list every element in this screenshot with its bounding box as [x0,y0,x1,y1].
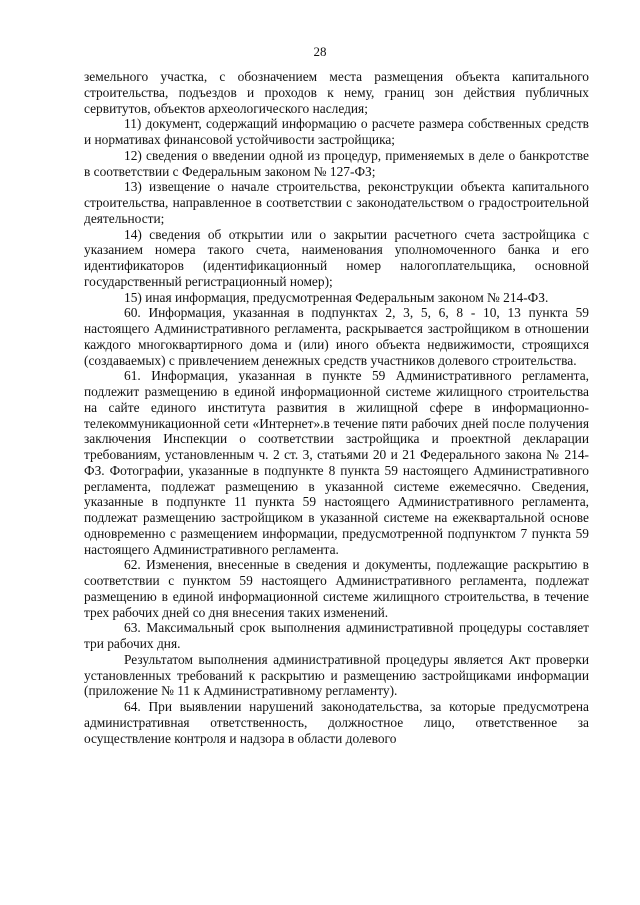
paragraph-section-60: 60. Информация, указанная в подпунктах 2, 3, 5, 6, 8 - 10, 13 пункта 59 настоящего Административного регламента, раскрывается застройщиком в отношении каждого многоквартирного дома и (или) иного объекта недвижимости, строящихся (создаваемых) с привлечением денежных средств участников долевого строительства. [84,305,589,368]
paragraph-item-14: 14) сведения об открытии или о закрытии расчетного счета застройщика с указанием номера такого счета, наименования уполномоченного банка и его идентификаторов (идентификационный номер налогоплательщика, основной государственный регистрационный номер); [84,226,589,289]
paragraph-section-61: 61. Информация, указанная в пункте 59 Административного регламента, подлежит размещению в единой информационной системе жилищного строительства на сайте единого института развития в жилищной сфере в информационно-телекоммуникационной сети «Интернет».в течение пяти рабочих дней после получения заключения Инспекции о соответствии застройщика и проектной декларации требованиям, установленным ч. 2 ст. 3, статьями 20 и 21 Федерального закона № 214-ФЗ. Фотографии, указанные в подпункте 8 пункта 59 настоящего Административного регламента, подлежат размещению в указанной системе ежемесячно. Сведения, указанные в подпункте 11 пункта 59 настоящего Административного регламента, подлежат размещению застройщиком в указанной системе на ежеквартальной основе одновременно с размещением информации, предусмотренной подпунктом 7 пункта 59 настоящего Административного регламента. [84,368,589,557]
paragraph-item-12: 12) сведения о введении одной из процедур, применяемых в деле о банкротстве в соответствии с Федеральным законом № 127-ФЗ; [84,147,589,179]
paragraph-item-11: 11) документ, содержащий информацию о расчете размера собственных средств и нормативах финансовой устойчивости застройщика; [84,116,589,147]
paragraph-item-13: 13) извещение о начале строительства, реконструкции объекта капитального строительства, направленное в соответствии с законодательством о градостроительной деятельности; [84,179,589,226]
paragraph-result: Результатом выполнения административной процедуры является Акт проверки установленных требований к раскрытию и размещению застройщиками информации (приложение № 11 к Административному регламенту). [84,651,589,699]
paragraph-section-63: 63. Максимальный срок выполнения административной процедуры составляет три рабочих дня. [84,620,589,651]
paragraph-section-62: 62. Изменения, внесенные в сведения и документы, подлежащие раскрытию в соответствии с пунктом 59 настоящего Административного регламента, подлежат размещению в единой информационной системе жилищного строительства, в течение трех рабочих дней со дня внесения таких изменений. [84,557,589,620]
paragraph-section-64: 64. При выявлении нарушений законодательства, за которые предусмотрена административная ответственность, должностное лицо, ответственное за осуществление контроля и надзора в области долевого [84,699,589,746]
paragraph-continuation: земельного участка, с обозначением места размещения объекта капитального строительства, подъездов и проходов к нему, границ зон действия публичных сервитутов, объектов археологического наследия; [84,69,589,116]
document-body [84,69,589,746]
page-number: 28 [313,44,327,59]
paragraph-item-15: 15) иная информация, предусмотренная Федеральным законом № 214-ФЗ. [124,289,549,305]
